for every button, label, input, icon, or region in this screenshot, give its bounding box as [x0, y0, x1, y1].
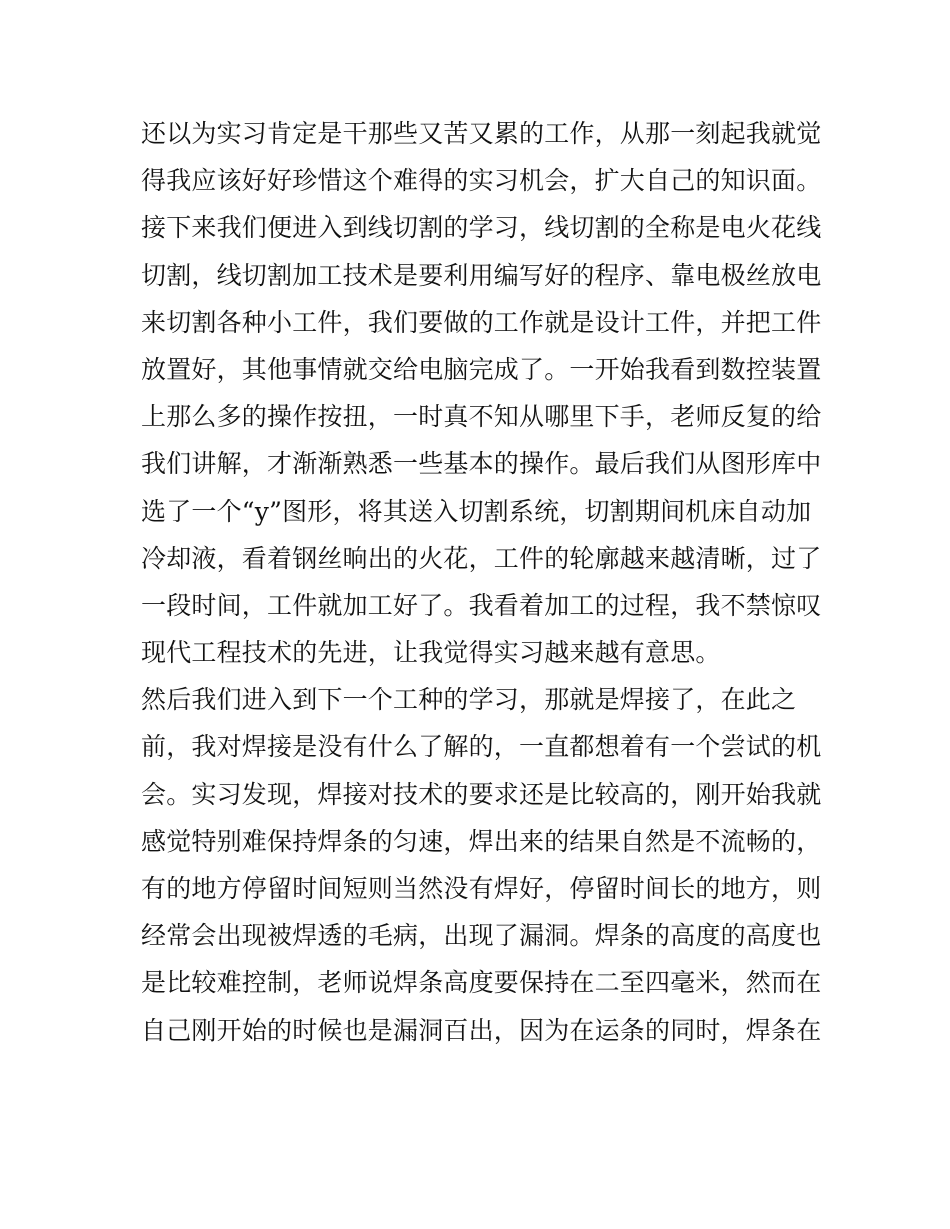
text-line: 经常会出现被焊透的毛病，出现了漏洞。焊条的高度的高度也 — [141, 921, 822, 951]
text-line: 来切割各种小工件，我们要做的工作就是设计工件，并把工件 — [141, 307, 822, 337]
text-line: 选了一个“y”图形，将其送入切割系统，切割期间机床自动加 — [141, 496, 812, 526]
text-line: 然后我们进入到下一个工种的学习，那就是焊接了，在此之 — [141, 685, 797, 715]
text-line: 现代工程技术的先进，让我觉得实习越来越有意思。 — [141, 638, 721, 668]
text-line: 接下来我们便进入到线切割的学习，线切割的全称是电火花线 — [141, 213, 822, 243]
text-line: 会。实习发现，焊接对技术的要求还是比较高的，刚开始我就 — [141, 779, 822, 809]
text-line: 放置好，其他事情就交给电脑完成了。一开始我看到数控装置 — [141, 354, 822, 384]
text-line: 前，我对焊接是没有什么了解的，一直都想着有一个尝试的机 — [141, 732, 822, 762]
text-line: 感觉特别难保持焊条的匀速，焊出来的结果自然是不流畅的， — [141, 826, 822, 856]
text-line: 有的地方停留时间短则当然没有焊好，停留时间长的地方，则 — [141, 874, 822, 903]
text-line: 是比较难控制，老师说焊条高度要保持在二至四毫米，然而在 — [141, 968, 822, 998]
text-line: 我们讲解，才渐渐熟悉一些基本的操作。最后我们从图形库中 — [141, 449, 822, 479]
body-text — [141, 110, 821, 1054]
text-line: 切割，线切割加工技术是要利用编写好的程序、靠电极丝放电 — [141, 260, 822, 290]
text-line: 自己刚开始的时候也是漏洞百出，因为在运条的同时，焊条在 — [141, 1015, 822, 1045]
text-line: 一段时间，工件就加工好了。我看着加工的过程，我不禁惊叹 — [141, 590, 822, 620]
text-line: 得我应该好好珍惜这个难得的实习机会，扩大自己的知识面。 — [141, 166, 822, 196]
text-line: 上那么多的操作按扭，一时真不知从哪里下手，老师反复的给 — [141, 402, 822, 432]
text-line: 还以为实习肯定是干那些又苦又累的工作，从那一刻起我就觉 — [141, 119, 822, 148]
text-line: 冷却液，看着钢丝晌出的火花，工件的轮廓越来越清晰，过了 — [141, 543, 822, 573]
